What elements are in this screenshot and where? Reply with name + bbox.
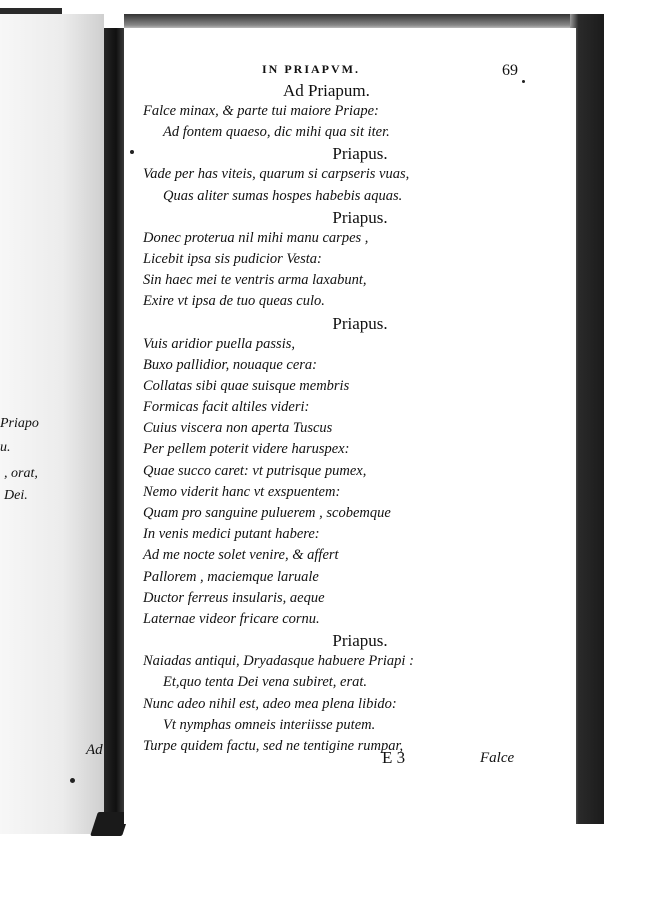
- verse-line: Turpe quidem factu, sed ne tentigine rumpar,: [143, 737, 404, 754]
- catchword: Falce: [480, 750, 515, 766]
- verse-line: Licebit ipsa sis pudicior Vesta:: [143, 250, 322, 267]
- verse-line: Exire vt ipsa de tuo queas culo.: [143, 293, 325, 310]
- verse-line: Quam pro sanguine puluerem , scobemque: [143, 505, 391, 521]
- section-title: Ad Priapum.: [283, 81, 370, 100]
- verse-line: Vuis aridior puella passis,: [143, 335, 295, 352]
- verse-line: Sin haec mei te ventris arma laxabunt,: [143, 272, 367, 289]
- page-number: 69: [502, 62, 518, 79]
- verse-line: Nunc adeo nihil est, adeo mea plena libido:: [143, 695, 397, 712]
- verse-line: Cuius viscera non aperta Tuscus: [143, 420, 333, 437]
- verse-line: Laternae videor fricare cornu.: [143, 610, 320, 627]
- verse-line: Collatas sibi quae suisque membris: [143, 377, 350, 394]
- verse-line: Quae succo caret: vt putrisque pumex,: [143, 462, 367, 479]
- left-fragment: Dei.: [4, 488, 28, 503]
- verse-line: Vade per has viteis, quarum si carpseris vuas,: [143, 166, 410, 183]
- signature-mark: E 3: [382, 748, 406, 767]
- verse-line: Donec proterua nil mihi manu carpes ,: [143, 229, 369, 246]
- left-fragment: Priapo: [0, 416, 39, 431]
- section-title: Priapus.: [332, 144, 388, 164]
- section-title: Priapus.: [332, 207, 388, 227]
- ink-speck: [130, 150, 134, 154]
- verse-line: Ad me nocte solet venire, & affert: [143, 547, 339, 564]
- verse-line: Formicas facit altiles videri:: [143, 399, 310, 416]
- verse-line: Quas aliter sumas hospes habebis aquas.: [163, 187, 403, 204]
- left-catchword: Ad: [86, 742, 103, 758]
- verse-line: Buxo pallidior, nouaque cera:: [143, 356, 317, 373]
- left-fragment: u.: [0, 440, 11, 455]
- verse-line: Naiadas antiqui, Dryadasque habuere Priapi :: [143, 653, 414, 670]
- verse-line: Vt nymphas omneis interiisse putem.: [163, 716, 376, 733]
- section-title: Priapus.: [332, 631, 388, 651]
- verse-line: Nemo viderit hanc vt exspuentem:: [143, 483, 341, 500]
- section-title: Priapus.: [332, 313, 388, 333]
- verse-line: In venis medici putant habere:: [143, 526, 320, 543]
- left-page: [0, 14, 104, 834]
- verse-line: Falce minax, & parte tui maiore Priape:: [143, 103, 379, 119]
- verse-line: Per pellem poterit videre haruspex:: [143, 441, 350, 458]
- verse-line: Et,quo tenta Dei vena subiret, erat.: [163, 674, 368, 691]
- verse-line: Pallorem , maciemque laruale: [143, 568, 319, 585]
- book-spine: [104, 28, 124, 828]
- verse-line: Ad fontem quaeso, dic mihi qua sit iter.: [163, 124, 390, 141]
- left-fragment: , orat,: [4, 466, 38, 481]
- verse-line: Ductor ferreus insularis, aeque: [143, 589, 325, 606]
- running-head: IN PRIAPVM.: [262, 62, 360, 76]
- poem-text: [143, 80, 563, 757]
- ink-speck: [522, 80, 525, 83]
- ink-speck: [70, 778, 75, 783]
